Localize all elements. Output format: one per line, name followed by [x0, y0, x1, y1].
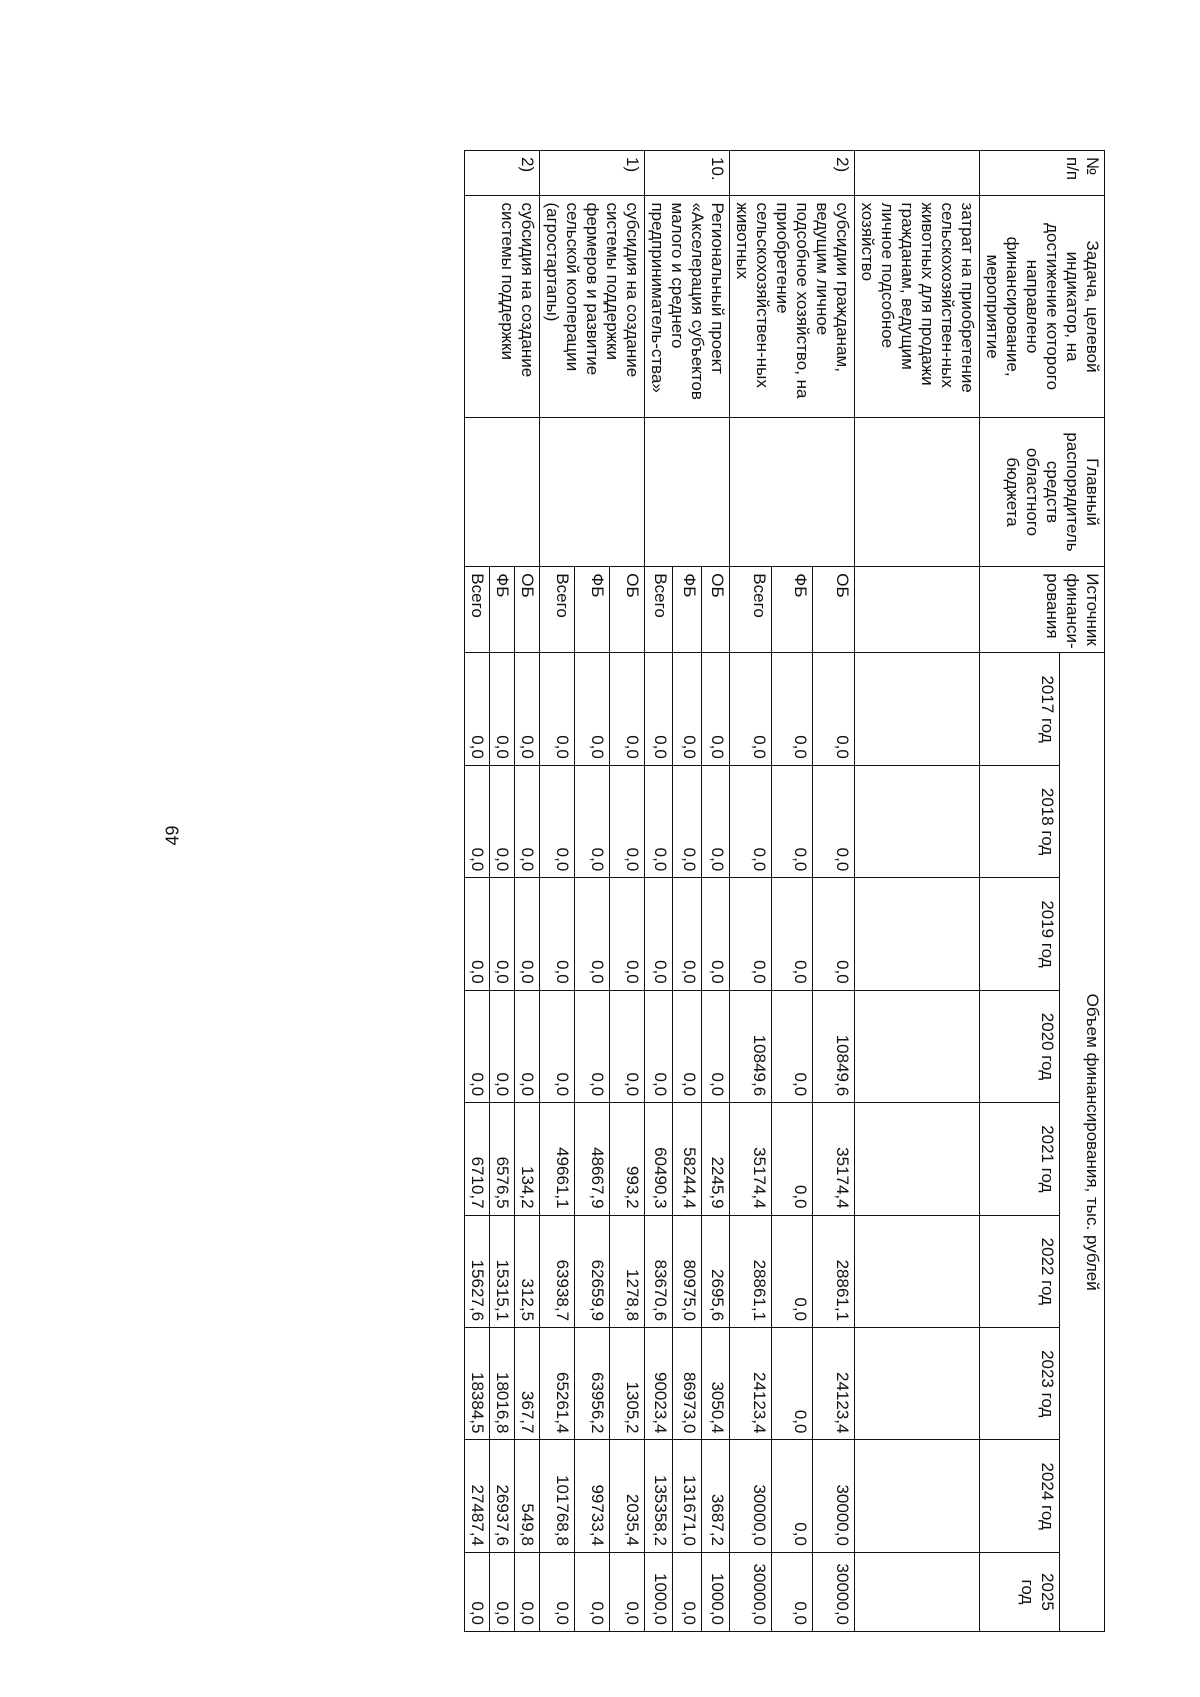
value-cell: 30000,0	[813, 1552, 855, 1631]
row-number: 2)	[465, 151, 540, 196]
source-cell: Всего	[645, 567, 673, 653]
value-cell: 0,0	[673, 878, 701, 990]
value-cell: 35174,4	[730, 1103, 772, 1215]
value-cell: 312,5	[515, 1215, 540, 1327]
value-cell: 0,0	[465, 878, 490, 990]
value-cell: 0,0	[465, 653, 490, 765]
value-cell: 101768,8	[540, 1440, 575, 1552]
row-number: 1)	[540, 151, 645, 196]
admin-cell	[645, 417, 730, 567]
value-cell: 0,0	[701, 765, 729, 877]
value-cell: 549,8	[515, 1440, 540, 1552]
value-cell: 0,0	[515, 765, 540, 877]
page-number: 49	[162, 825, 183, 846]
value-cell: 24123,4	[730, 1328, 772, 1440]
value-cell: 0,0	[465, 765, 490, 877]
continuation-admin	[855, 417, 980, 567]
value-cell: 0,0	[465, 1552, 490, 1631]
value-cell: 0,0	[645, 765, 673, 877]
header-volume: Объем финансирования, тыс. рублей	[1060, 653, 1105, 1632]
table-body	[465, 151, 980, 1632]
value-cell: 0,0	[673, 990, 701, 1102]
value-cell: 3050,4	[701, 1328, 729, 1440]
task-text: Региональный проект «Акселерация субъектов малого и среднего предприниматель-ства»	[645, 196, 730, 417]
value-cell: 0,0	[610, 1552, 645, 1631]
value-cell: 0,0	[730, 878, 772, 990]
value-cell: 0,0	[771, 1328, 813, 1440]
value-cell: 6710,7	[465, 1103, 490, 1215]
value-cell: 2245,9	[701, 1103, 729, 1215]
value-cell: 49661,1	[540, 1103, 575, 1215]
continuation-source	[855, 567, 980, 653]
value-cell: 30000,0	[730, 1552, 772, 1631]
value-cell: 0,0	[771, 1215, 813, 1327]
value-cell: 3687,2	[701, 1440, 729, 1552]
value-cell: 0,0	[771, 1552, 813, 1631]
header-year: 2020 год	[980, 990, 1060, 1102]
value-cell: 26937,6	[490, 1440, 515, 1552]
value-cell: 0,0	[540, 990, 575, 1102]
source-cell: ФБ	[490, 567, 515, 653]
value-cell: 1000,0	[701, 1552, 729, 1631]
value-cell: 0,0	[490, 653, 515, 765]
value-cell: 0,0	[540, 878, 575, 990]
source-cell: ОБ	[610, 567, 645, 653]
value-cell: 28861,1	[730, 1215, 772, 1327]
row-number: 2)	[730, 151, 855, 196]
header-year: 2019 год	[980, 878, 1060, 990]
value-cell: 0,0	[490, 765, 515, 877]
admin-cell	[465, 417, 540, 567]
task-text: субсидии гражданам, ведущим личное подсобное хозяйство, на приобретение сельскохозяйствен-ных животных	[730, 196, 855, 417]
value-cell: 18384,5	[465, 1328, 490, 1440]
source-cell: Всего	[465, 567, 490, 653]
value-cell: 0,0	[575, 653, 610, 765]
header-year: 2018 год	[980, 765, 1060, 877]
value-cell: 28861,1	[813, 1215, 855, 1327]
source-cell: Всего	[730, 567, 772, 653]
value-cell: 10849,6	[730, 990, 772, 1102]
value-cell: 0,0	[673, 765, 701, 877]
value-cell: 0,0	[730, 765, 772, 877]
value-cell: 0,0	[610, 653, 645, 765]
header-task: Задача, целевой индикатор, на достижение которого направлено финансирование, мероприятие	[980, 196, 1105, 417]
value-cell: 131671,0	[673, 1440, 701, 1552]
value-cell: 0,0	[575, 765, 610, 877]
source-cell: ФБ	[771, 567, 813, 653]
header-year: 2017 год	[980, 653, 1060, 765]
admin-cell	[540, 417, 645, 567]
value-cell: 0,0	[645, 990, 673, 1102]
value-cell: 58244,4	[673, 1103, 701, 1215]
header-year: 2021 год	[980, 1103, 1060, 1215]
header-admin: Главный распорядитель средств областного бюджета	[980, 417, 1105, 567]
source-cell: ФБ	[575, 567, 610, 653]
source-cell: ОБ	[701, 567, 729, 653]
value-cell: 62659,9	[575, 1215, 610, 1327]
value-cell: 2695,6	[701, 1215, 729, 1327]
value-cell: 993,2	[610, 1103, 645, 1215]
value-cell: 0,0	[645, 878, 673, 990]
value-cell: 0,0	[540, 653, 575, 765]
header-year: 2025 год	[980, 1552, 1060, 1631]
admin-cell	[730, 417, 855, 567]
value-cell: 0,0	[701, 990, 729, 1102]
value-cell: 0,0	[813, 878, 855, 990]
continuation-no	[855, 151, 980, 196]
value-cell: 24123,4	[813, 1328, 855, 1440]
value-cell: 135358,2	[645, 1440, 673, 1552]
value-cell: 2035,4	[610, 1440, 645, 1552]
value-cell: 18016,8	[490, 1328, 515, 1440]
value-cell: 86973,0	[673, 1328, 701, 1440]
value-cell: 0,0	[515, 990, 540, 1102]
source-cell: Всего	[540, 567, 575, 653]
value-cell: 65261,4	[540, 1328, 575, 1440]
value-cell: 30000,0	[813, 1440, 855, 1552]
value-cell: 6576,5	[490, 1103, 515, 1215]
value-cell: 0,0	[575, 1552, 610, 1631]
value-cell: 0,0	[610, 765, 645, 877]
value-cell: 0,0	[673, 1552, 701, 1631]
table-row	[701, 151, 729, 1632]
source-cell: ОБ	[813, 567, 855, 653]
value-cell: 90023,4	[645, 1328, 673, 1440]
value-cell: 0,0	[490, 878, 515, 990]
header-year: 2023 год	[980, 1328, 1060, 1440]
value-cell: 0,0	[645, 653, 673, 765]
value-cell: 0,0	[771, 765, 813, 877]
table-row	[610, 151, 645, 1632]
value-cell: 0,0	[610, 990, 645, 1102]
header-year: 2024 год	[980, 1440, 1060, 1552]
value-cell: 80975,0	[673, 1215, 701, 1327]
value-cell: 0,0	[490, 1552, 515, 1631]
value-cell: 15627,6	[465, 1215, 490, 1327]
header-no: № п/п	[980, 151, 1105, 196]
table-row	[515, 151, 540, 1632]
value-cell: 10849,6	[813, 990, 855, 1102]
value-cell: 0,0	[465, 990, 490, 1102]
value-cell: 0,0	[701, 878, 729, 990]
header-year: 2022 год	[980, 1215, 1060, 1327]
value-cell: 1305,2	[610, 1328, 645, 1440]
value-cell: 0,0	[771, 878, 813, 990]
value-cell: 0,0	[540, 1552, 575, 1631]
value-cell: 30000,0	[730, 1440, 772, 1552]
value-cell: 0,0	[771, 990, 813, 1102]
value-cell: 15315,1	[490, 1215, 515, 1327]
row-number: 10.	[645, 151, 730, 196]
source-cell: ОБ	[515, 567, 540, 653]
value-cell: 0,0	[490, 990, 515, 1102]
value-cell: 35174,4	[813, 1103, 855, 1215]
value-cell: 0,0	[575, 990, 610, 1102]
value-cell: 63956,2	[575, 1328, 610, 1440]
value-cell: 0,0	[813, 653, 855, 765]
value-cell: 0,0	[813, 765, 855, 877]
header-source: Источник финанси-рования	[980, 567, 1105, 653]
value-cell: 134,2	[515, 1103, 540, 1215]
value-cell: 0,0	[540, 765, 575, 877]
value-cell: 0,0	[771, 1440, 813, 1552]
value-cell: 0,0	[673, 653, 701, 765]
value-cell: 367,7	[515, 1328, 540, 1440]
value-cell: 0,0	[610, 878, 645, 990]
value-cell: 0,0	[771, 653, 813, 765]
value-cell: 48667,9	[575, 1103, 610, 1215]
value-cell: 0,0	[730, 653, 772, 765]
value-cell: 1000,0	[645, 1552, 673, 1631]
value-cell: 0,0	[515, 878, 540, 990]
value-cell: 60490,3	[645, 1103, 673, 1215]
value-cell: 0,0	[771, 1103, 813, 1215]
continuation-task: затрат на приобретение сельскохозяйствен-ных животных для продажи гражданам, ведущим личное подсобное хозяйство	[855, 196, 980, 417]
value-cell: 0,0	[515, 1552, 540, 1631]
funding-table	[464, 150, 1105, 1632]
source-cell: ФБ	[673, 567, 701, 653]
funding-table-sheet	[195, 150, 1105, 1632]
task-text: субсидия на создание системы поддержки	[465, 196, 540, 417]
value-cell: 0,0	[515, 653, 540, 765]
table-row	[813, 151, 855, 1632]
value-cell: 27487,4	[465, 1440, 490, 1552]
value-cell: 0,0	[701, 653, 729, 765]
value-cell: 99733,4	[575, 1440, 610, 1552]
value-cell: 63938,7	[540, 1215, 575, 1327]
value-cell: 0,0	[575, 878, 610, 990]
continuation-row	[855, 151, 980, 1632]
value-cell: 1278,8	[610, 1215, 645, 1327]
value-cell: 83670,6	[645, 1215, 673, 1327]
task-text: субсидия на создание системы поддержки фермеров и развитие сельской кооперации (агростартапы)	[540, 196, 645, 417]
